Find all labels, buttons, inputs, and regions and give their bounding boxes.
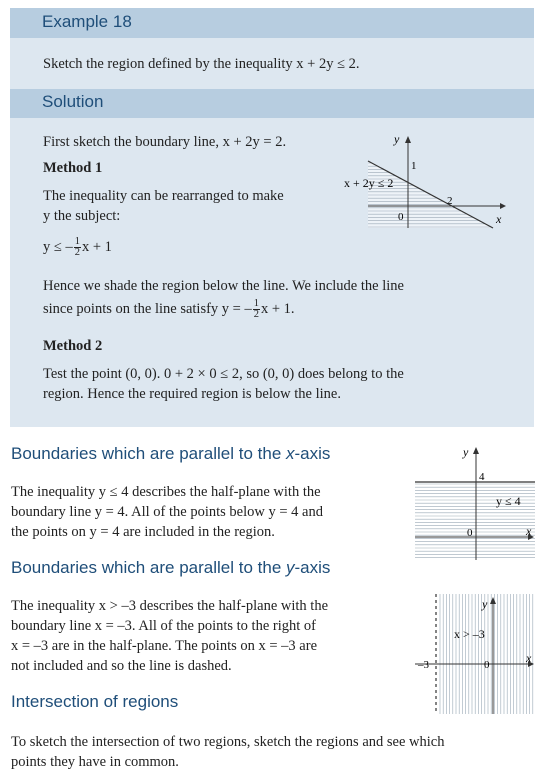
heading-y-post: -axis [294,558,331,577]
shaded-region-x-gt-3 [440,594,533,714]
fraction-half-2 [253,299,260,320]
heading-intersection: Intersection of regions [11,692,179,711]
y-axis-line4: not included and so the line is dashed. [11,658,232,674]
intersection-line2: points they have in common. [11,754,179,770]
origin-label-2: 0 [467,527,473,539]
x-axis-arrow [500,203,506,209]
solution-line1: First sketch the boundary line, x + 2y = 2. [43,134,287,150]
hence-line2-post: x + 1. [261,301,295,317]
method2-line1: Test the point (0, 0). 0 + 2 × 0 ≤ 2, so (0, 0) does belong to the [43,366,404,382]
y-axis-line1: The inequality x > –3 describes the half-plane with the [11,598,329,614]
method1-text1: The inequality can be rearranged to make [43,188,284,204]
graph-x-plus-2y [330,131,515,231]
example-header [10,8,534,38]
y-axis-line3: x = –3 are in the half-plane. The points on x = –3 are [11,638,318,654]
solution-header [10,89,534,118]
x-axis-line1: The inequality y ≤ 4 describes the half-plane with the [11,484,321,500]
x-axis-line2: boundary line y = 4. All of the points below y = 4 and [11,504,323,520]
heading-parallel-x-axis [11,444,330,464]
region-label: x + 2y ≤ 2 [344,176,394,190]
origin-label-3: 0 [484,659,490,671]
fraction-numerator-2: 1 [253,298,259,310]
example-body [10,38,534,89]
x-axis-line3: the points on y = 4 are included in the region. [11,524,275,540]
solution-body [10,118,534,427]
inequality-rearranged [43,232,112,262]
fraction-half [74,237,81,258]
heading-x-pre: Boundaries which are parallel to the [11,444,286,463]
method1-text2: y the subject: [43,208,121,224]
intersection-line1: To sketch the intersection of two regions, sketch the regions and see which [11,734,445,750]
heading-y-var: y [286,558,295,577]
x-axis-label: x [496,212,502,226]
y-axis-label-3: y [482,597,488,611]
region-label-2: y ≤ 4 [496,494,521,508]
solution-title: Solution [42,92,104,111]
y-axis-label: y [394,132,400,146]
x-intercept-label: 2 [447,195,453,207]
y-intercept-label: 1 [411,160,417,172]
x-axis-label-3: x [526,651,532,665]
hence-line2 [43,294,295,324]
hence-line1: Hence we shade the region below the line. We include the line [43,278,404,294]
y-axis-arrow-2 [473,447,479,454]
hence-line2-pre: since points on the line satisfy y = – [43,301,252,317]
tick-4: 4 [479,471,485,483]
tick-minus-3: –3 [418,659,429,671]
y-axis-arrow [405,136,411,143]
fraction-denominator: 2 [74,247,80,259]
graph-y-le-4 [410,442,540,562]
method2-line2: region. Hence the required region is below the line. [43,386,341,402]
origin-label: 0 [398,211,404,223]
fraction-numerator: 1 [74,236,80,248]
x-axis-label-2: x [526,524,532,538]
fraction-denominator-2: 2 [253,309,259,321]
method1-heading: Method 1 [43,160,103,176]
graph-x-gt-minus-3 [410,592,540,717]
inequality-rhs: x + 1 [81,239,112,255]
heading-parallel-y-axis [11,558,330,578]
example-question: Sketch the region defined by the inequality x + 2y ≤ 2. [43,56,360,72]
example-title: Example 18 [42,12,132,31]
heading-x-var: x [286,444,295,463]
region-label-3: x > –3 [454,627,485,641]
y-axis-label-2: y [463,445,469,459]
inequality-lhs: y ≤ – [43,239,73,255]
y-axis-line2: boundary line x = –3. All of the points to the right of [11,618,316,634]
method2-heading: Method 2 [43,338,103,354]
heading-y-pre: Boundaries which are parallel to the [11,558,286,577]
heading-x-post: -axis [294,444,331,463]
